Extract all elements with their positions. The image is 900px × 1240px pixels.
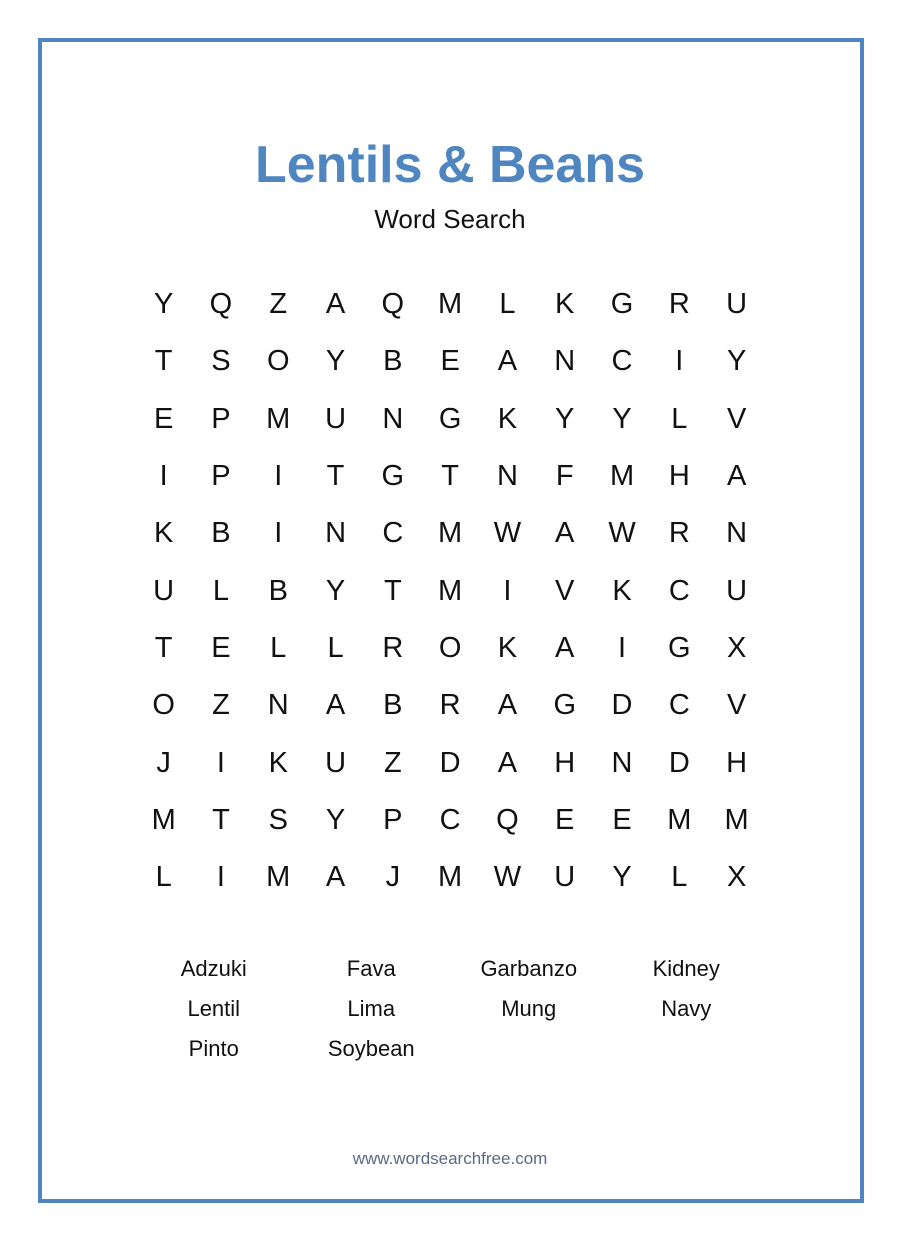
grid-cell: O: [438, 631, 462, 664]
grid-cell: Y: [612, 861, 632, 894]
grid-cell: B: [383, 345, 403, 378]
word-list-item: Garbanzo: [480, 956, 578, 981]
grid-cell: G: [668, 631, 691, 664]
grid-cell: I: [675, 345, 684, 378]
grid-cell: R: [668, 517, 690, 550]
grid-cell: Y: [555, 402, 575, 435]
grid-cell: L: [499, 288, 516, 321]
grid-cell: N: [554, 345, 576, 378]
grid-cell: V: [726, 402, 747, 435]
grid-cell: D: [668, 746, 690, 779]
grid-cell: T: [441, 460, 459, 493]
grid-cell: X: [726, 861, 747, 894]
grid-cell: S: [211, 345, 231, 378]
word-list-item: Kidney: [652, 956, 720, 981]
grid-cell: M: [438, 517, 463, 550]
word-list-item: Lentil: [187, 996, 241, 1021]
grid-cell: H: [554, 746, 576, 779]
grid-cell: G: [610, 288, 634, 321]
grid-cell: Z: [269, 288, 288, 321]
grid-cell: C: [382, 517, 404, 550]
grid-cell: A: [497, 746, 518, 779]
grid-cell: N: [726, 517, 748, 550]
grid-cell: Y: [325, 574, 346, 607]
grid-cell: B: [211, 517, 231, 550]
grid-cell: O: [152, 689, 175, 722]
grid-cell: Y: [612, 402, 632, 435]
grid-cell: S: [268, 803, 288, 836]
grid-cell: K: [497, 402, 518, 435]
grid-cell: A: [325, 689, 346, 722]
grid-cell: I: [274, 460, 283, 493]
grid-cell: K: [555, 288, 575, 321]
grid-cell: N: [496, 460, 518, 493]
word-list-item: Navy: [661, 996, 712, 1021]
grid-cell: G: [381, 460, 405, 493]
grid-cell: E: [555, 803, 575, 836]
grid-cell: Q: [496, 803, 519, 836]
grid-cell: B: [383, 689, 403, 722]
grid-cell: L: [212, 574, 230, 607]
grid-cell: A: [325, 861, 346, 894]
grid-cell: R: [668, 288, 690, 321]
grid-cell: I: [216, 861, 225, 894]
grid-cell: N: [325, 517, 347, 550]
grid-cell: H: [668, 460, 690, 493]
grid-cell: Z: [212, 689, 230, 722]
grid-cell: A: [497, 345, 518, 378]
word-list-item: Lima: [347, 996, 396, 1021]
grid-cell: R: [439, 689, 461, 722]
grid-cell: C: [439, 803, 461, 836]
grid-cell: A: [555, 631, 575, 664]
grid-cell: C: [611, 345, 633, 378]
word-list-item: Adzuki: [180, 956, 247, 981]
grid-cell: P: [211, 402, 231, 435]
grid-cell: M: [724, 803, 749, 836]
grid-cell: L: [327, 631, 344, 664]
word-list-item: Fava: [346, 956, 396, 981]
grid-cell: V: [555, 574, 575, 607]
grid-cell: M: [438, 861, 463, 894]
grid-cell: P: [211, 460, 231, 493]
grid-cell: M: [266, 861, 291, 894]
word-list-item: Mung: [501, 996, 557, 1021]
grid-cell: E: [153, 402, 174, 435]
grid-cell: T: [154, 631, 173, 664]
grid-cell: J: [385, 861, 401, 894]
footer-url[interactable]: www.wordsearchfree.com: [352, 1149, 548, 1168]
word-list-item: Pinto: [188, 1036, 239, 1061]
grid-cell: V: [726, 689, 747, 722]
grid-cell: R: [382, 631, 404, 664]
grid-cell: O: [266, 345, 290, 378]
grid-cell: Y: [726, 345, 747, 378]
grid-cell: L: [155, 861, 172, 894]
grid-cell: A: [497, 689, 518, 722]
grid-cell: E: [440, 345, 460, 378]
word-list-item: Soybean: [327, 1036, 415, 1061]
grid-cell: W: [493, 861, 522, 894]
grid-cell: L: [671, 402, 688, 435]
grid-cell: Y: [153, 288, 174, 321]
grid-cell: K: [153, 517, 174, 550]
grid-cell: U: [726, 574, 748, 607]
grid-cell: C: [668, 574, 690, 607]
word-list: [135, 951, 765, 1071]
grid-cell: Y: [325, 803, 346, 836]
grid-cell: Z: [383, 746, 402, 779]
grid-cell: L: [270, 631, 287, 664]
grid-cell: A: [325, 288, 346, 321]
grid-cell: Y: [325, 345, 346, 378]
grid-cell: I: [503, 574, 512, 607]
grid-cell: E: [211, 631, 231, 664]
grid-cell: T: [212, 803, 230, 836]
letter-grid: [135, 276, 765, 906]
grid-cell: T: [383, 574, 402, 607]
grid-cell: J: [156, 746, 171, 779]
grid-cell: M: [609, 460, 635, 493]
grid-cell: L: [671, 861, 688, 894]
grid-cell: X: [726, 631, 747, 664]
grid-cell: G: [438, 402, 462, 435]
grid-cell: T: [326, 460, 345, 493]
grid-cell: M: [438, 288, 463, 321]
grid-cell: M: [266, 402, 291, 435]
grid-cell: W: [608, 517, 636, 550]
grid-cell: U: [325, 746, 347, 779]
page-title: Lentils & Beans: [254, 136, 646, 194]
page-subtitle: Word Search: [374, 204, 526, 234]
grid-cell: K: [612, 574, 632, 607]
grid-cell: B: [268, 574, 288, 607]
grid-cell: H: [726, 746, 748, 779]
grid-cell: W: [493, 517, 522, 550]
grid-cell: N: [267, 689, 289, 722]
grid-cell: M: [151, 803, 176, 836]
grid-cell: U: [153, 574, 175, 607]
grid-cell: U: [726, 288, 748, 321]
grid-cell: T: [154, 345, 173, 378]
grid-cell: I: [216, 746, 225, 779]
grid-cell: D: [611, 689, 633, 722]
grid-cell: Q: [381, 288, 405, 321]
grid-cell: U: [554, 861, 576, 894]
grid-cell: U: [325, 402, 347, 435]
grid-cell: A: [726, 460, 747, 493]
grid-cell: M: [667, 803, 692, 836]
grid-cell: I: [159, 460, 168, 493]
grid-cell: I: [617, 631, 627, 664]
grid-cell: P: [383, 803, 403, 836]
grid-cell: D: [439, 746, 461, 779]
grid-cell: I: [274, 517, 283, 550]
grid-cell: Q: [209, 288, 233, 321]
grid-cell: K: [497, 631, 518, 664]
grid-cell: A: [555, 517, 575, 550]
grid-cell: E: [612, 803, 632, 836]
grid-cell: N: [611, 746, 633, 779]
grid-cell: M: [438, 574, 463, 607]
grid-cell: F: [555, 460, 574, 493]
grid-cell: N: [382, 402, 404, 435]
grid-cell: K: [268, 746, 288, 779]
grid-cell: C: [668, 689, 690, 722]
grid-cell: G: [553, 689, 576, 722]
